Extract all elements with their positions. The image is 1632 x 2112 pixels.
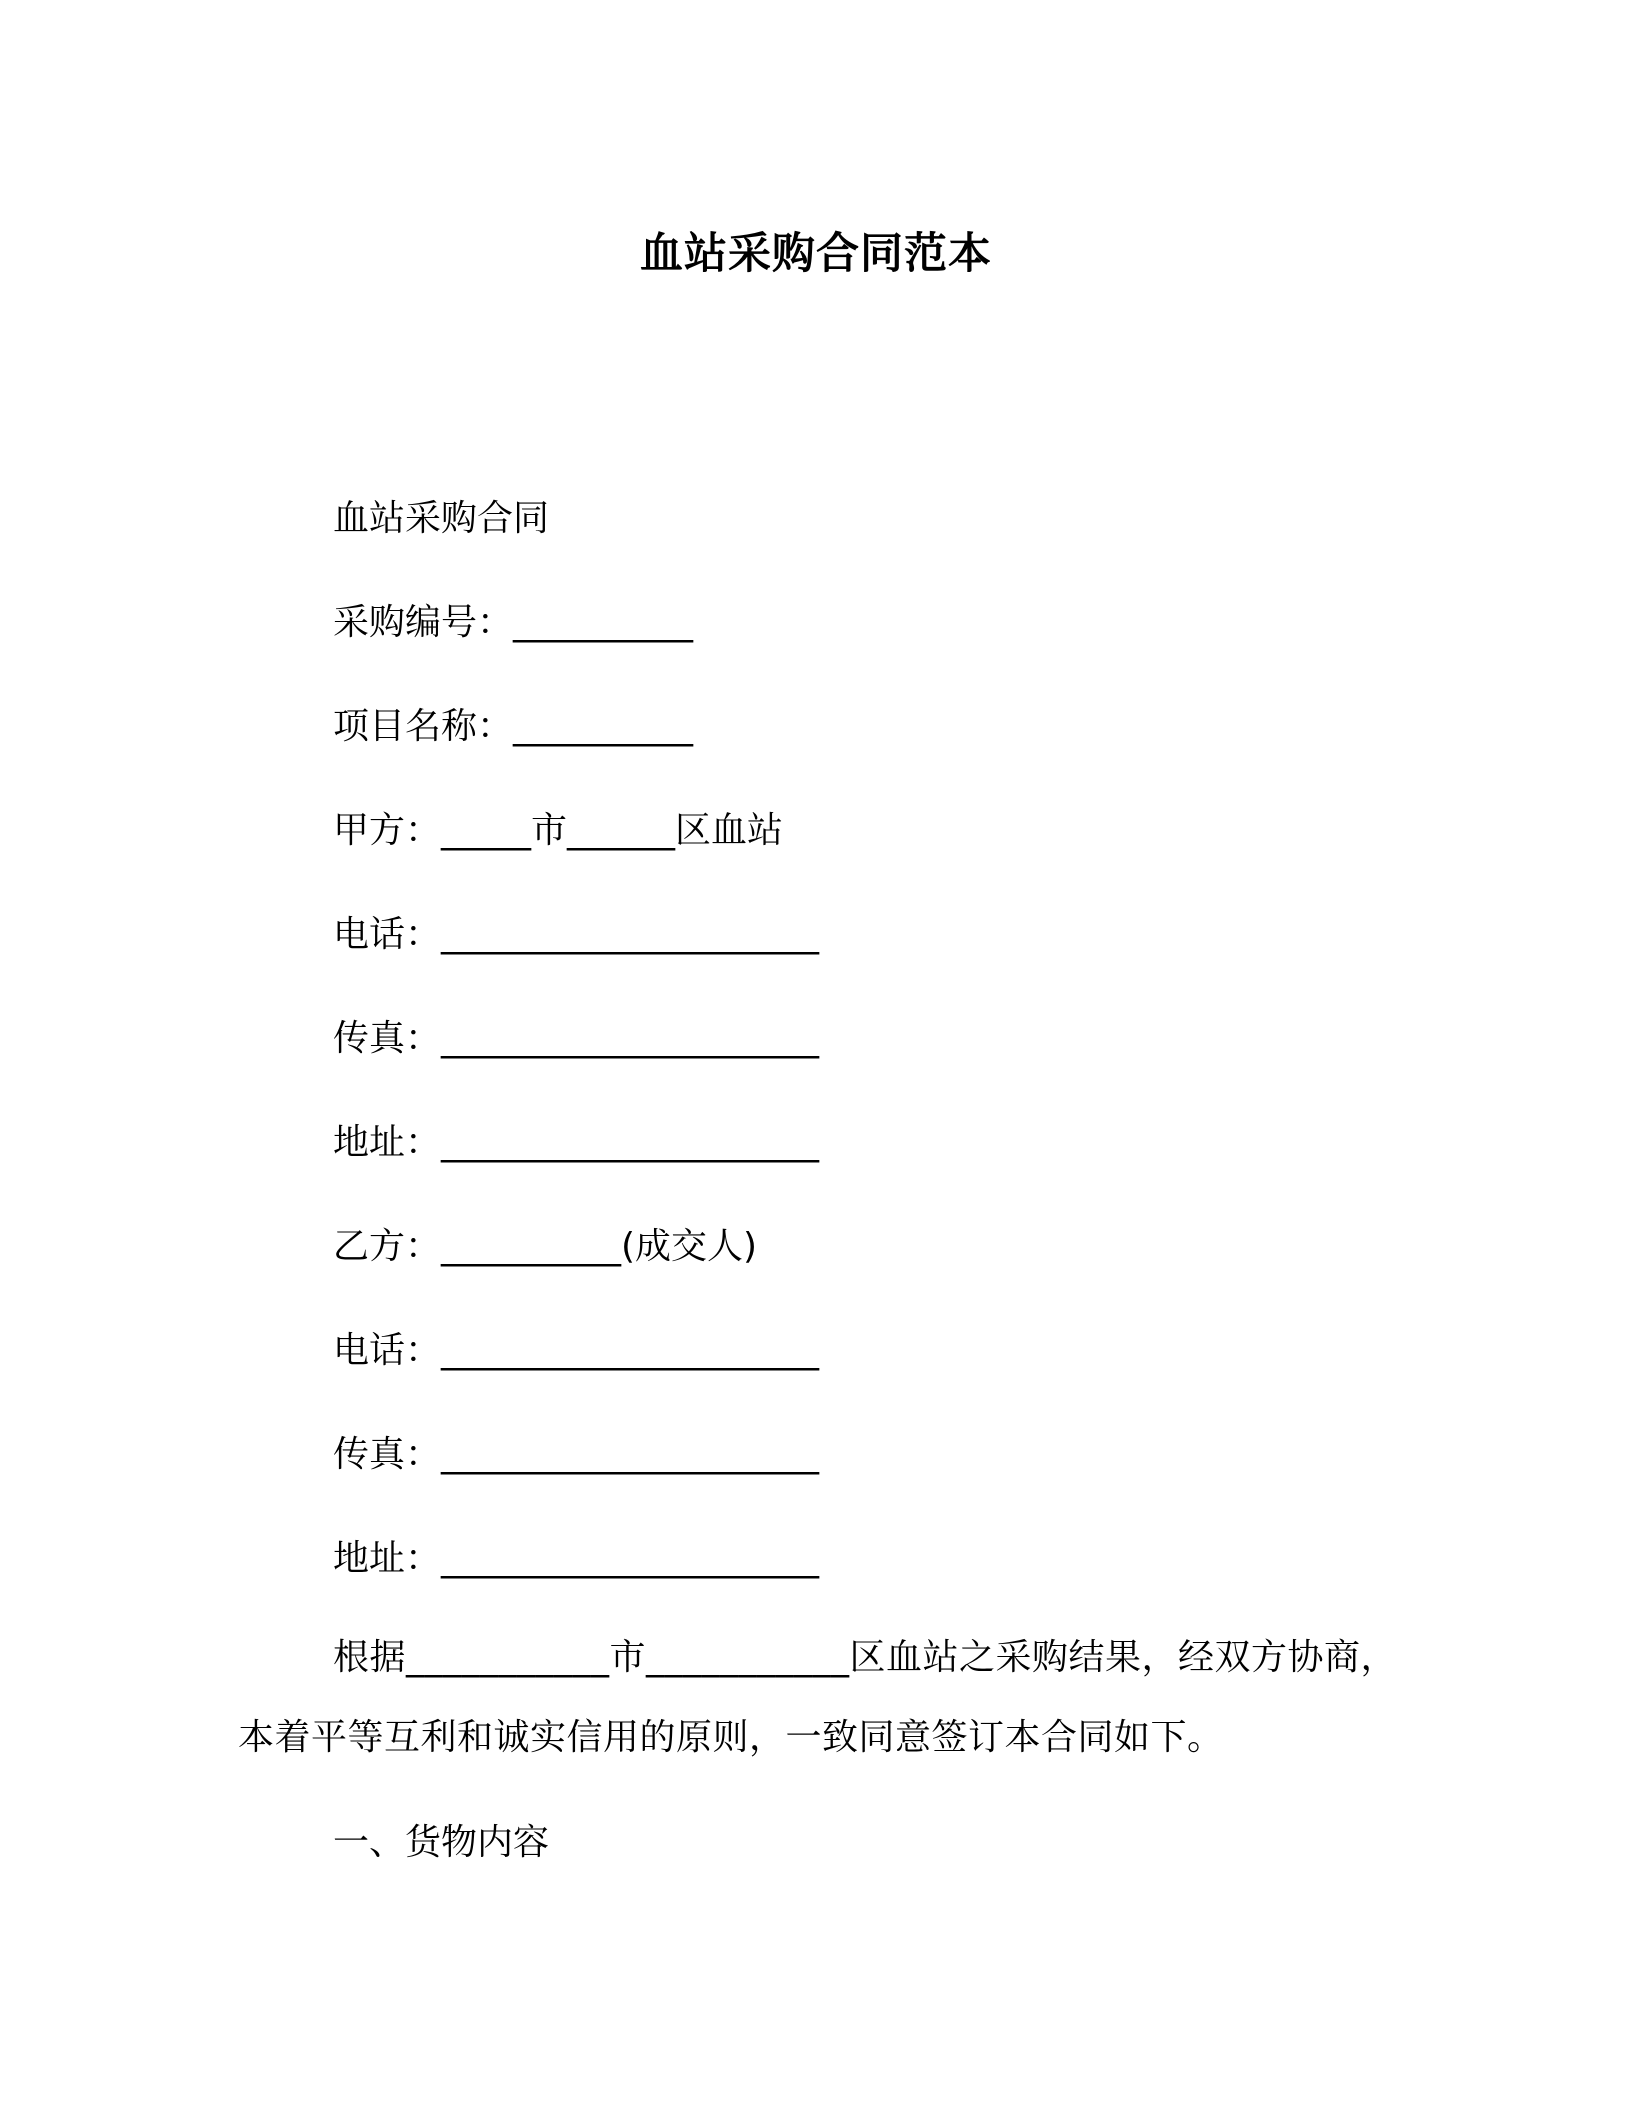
purchase-number-line: 采购编号：__________	[333, 602, 694, 643]
party-a-fax-line: 传真：_____________________	[333, 1018, 820, 1059]
intro-paragraph-line-2: 本着平等互利和诚实信用的原则，一致同意签订本合同如下。	[238, 1717, 1224, 1758]
party-a-line: 甲方：_____市______区血站	[333, 810, 784, 851]
party-a-address-line: 地址：_____________________	[333, 1122, 820, 1163]
party-b-phone-line: 电话：_____________________	[333, 1330, 820, 1371]
project-name-line: 项目名称：__________	[333, 706, 694, 747]
section-heading: 一、货物内容	[333, 1822, 550, 1863]
document-title: 血站采购合同范本	[640, 229, 992, 279]
intro-paragraph-line-1: 根据___________市___________区血站之采购结果，经双方协商，	[333, 1637, 1398, 1678]
intro-paragraph	[238, 1618, 1438, 1778]
party-b-fax-line: 传真：_____________________	[333, 1434, 820, 1475]
party-a-phone-line: 电话：_____________________	[333, 914, 820, 955]
party-b-line: 乙方：__________(成交人)	[333, 1226, 758, 1267]
contract-name: 血站采购合同	[333, 498, 550, 539]
party-b-address-line: 地址：_____________________	[333, 1538, 820, 1579]
